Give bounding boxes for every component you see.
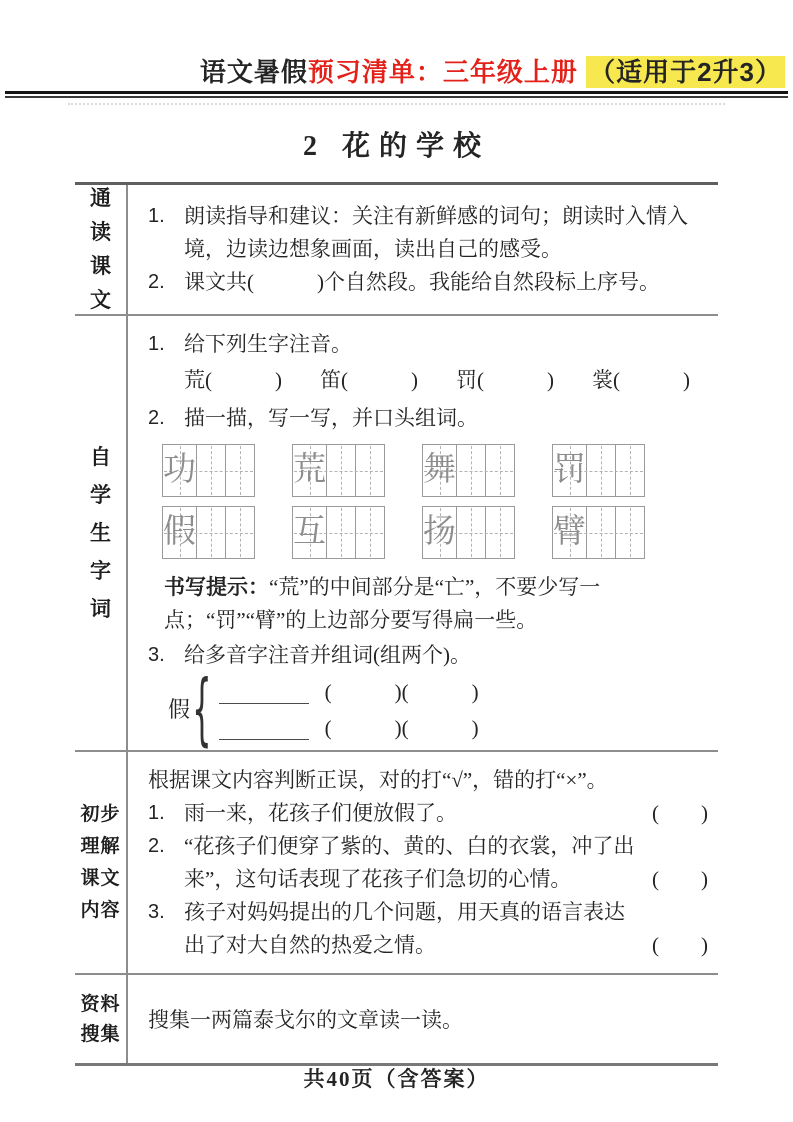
list-item bbox=[148, 266, 708, 299]
pinyin-word-blank: 罚( ) bbox=[456, 368, 554, 392]
practice-grid-box bbox=[422, 506, 515, 559]
item-text: 朗读指导和建议：关注有新鲜感的词句；朗读时入情入境，边读边想象画面，读出自己的感受。 bbox=[184, 204, 688, 261]
judgement-blank: ( ) bbox=[652, 801, 708, 825]
grid-cell bbox=[226, 507, 254, 558]
grid-cell bbox=[163, 445, 197, 496]
answer-blank-line bbox=[219, 682, 309, 704]
pinyin-word-blank: 荒( ) bbox=[184, 368, 282, 392]
trace-character: 扬 bbox=[423, 514, 456, 550]
grid-cell bbox=[486, 507, 514, 558]
material-task-text: 搜集一两篇泰戈尔的文章读一读。 bbox=[148, 1007, 463, 1032]
grid-row bbox=[162, 444, 708, 497]
table-row-comprehension bbox=[75, 752, 718, 975]
row-header-line: 字 bbox=[90, 559, 111, 583]
answer-blank-line bbox=[219, 718, 309, 740]
true-false-question bbox=[148, 896, 708, 962]
trace-character: 臂 bbox=[553, 514, 586, 550]
trace-character: 互 bbox=[293, 514, 326, 550]
grid-cell bbox=[293, 445, 327, 496]
grid-cell bbox=[457, 445, 486, 496]
comprehension-intro bbox=[148, 764, 708, 797]
grid-cell bbox=[553, 445, 587, 496]
trace-character: 荒 bbox=[293, 452, 326, 488]
writing-tip bbox=[164, 571, 708, 637]
row-content-comprehension bbox=[128, 752, 718, 973]
judgement-blank: ( ) bbox=[652, 867, 708, 891]
practice-grid-box bbox=[162, 506, 255, 559]
row-header-line: 理解 bbox=[80, 836, 121, 857]
masthead-red: 预习清单：三年级上册 bbox=[307, 57, 578, 87]
row-content-read-through bbox=[128, 185, 718, 314]
grid-cell bbox=[616, 507, 644, 558]
item-number: 1. bbox=[148, 205, 165, 227]
grid-cell bbox=[226, 445, 254, 496]
row-header-line: 课 bbox=[90, 255, 111, 278]
writing-tip-text: “荒”的中间部分是“亡”，不要少写一点；“罚”“臂”的上边部分要写得扁一些。 bbox=[164, 575, 601, 632]
row-header-material-collection bbox=[75, 975, 128, 1063]
true-false-questions bbox=[148, 797, 708, 962]
question-text: 孩子对妈妈提出的几个问题，用天真的语言表达出了对大自然的热爱之情。 bbox=[184, 900, 625, 957]
item-text: 课文共( )个自然段。我能给自然段标上序号。 bbox=[184, 270, 660, 294]
row-content-self-study-words bbox=[128, 316, 718, 756]
judgement-blank: ( ) bbox=[652, 933, 708, 957]
row-header-line: 通 bbox=[90, 187, 111, 210]
lesson-title: 2 花的学校 bbox=[302, 131, 490, 162]
grid-cell bbox=[457, 507, 486, 558]
row-header-line: 学 bbox=[90, 483, 111, 507]
practice-grid-box bbox=[422, 444, 515, 497]
polyphone-character: 假 bbox=[168, 697, 191, 722]
grid-cell bbox=[197, 507, 226, 558]
row-header-line: 资料 bbox=[80, 993, 121, 1015]
row-header-line: 词 bbox=[90, 597, 111, 621]
row-content-material-collection bbox=[128, 975, 718, 1063]
true-false-question bbox=[148, 797, 708, 830]
row-header-line: 内容 bbox=[80, 900, 121, 921]
pinyin-word-blank: 笛( ) bbox=[320, 368, 418, 392]
pinyin-exercise-line bbox=[184, 364, 690, 397]
grid-cell bbox=[587, 507, 616, 558]
item-number: 2. bbox=[148, 271, 165, 293]
practice-grid-box bbox=[552, 506, 645, 559]
word-parentheses: ( )( ) bbox=[324, 716, 479, 740]
grid-row bbox=[162, 506, 708, 559]
grid-cell bbox=[553, 507, 587, 558]
grid-cell bbox=[163, 507, 197, 558]
grid-cell bbox=[486, 445, 514, 496]
list-item bbox=[148, 402, 708, 435]
practice-grid-box bbox=[292, 506, 385, 559]
list-item bbox=[148, 200, 708, 266]
word-parentheses: ( )( ) bbox=[324, 680, 479, 704]
list-item bbox=[148, 328, 708, 361]
polyphone-line bbox=[219, 716, 479, 740]
question-text: 雨一来，花孩子们便放假了。 bbox=[184, 801, 457, 825]
grid-cell bbox=[197, 445, 226, 496]
row-header-read-through bbox=[75, 185, 128, 314]
masthead-black: 语文暑假 bbox=[199, 57, 308, 87]
table-row-material-collection bbox=[75, 975, 718, 1063]
character-practice-grids bbox=[148, 444, 708, 559]
polyphone-exercise bbox=[168, 664, 708, 756]
row-header-line: 文 bbox=[90, 289, 111, 312]
polyphone-lines bbox=[219, 680, 479, 740]
row-header-line: 读 bbox=[90, 221, 111, 244]
item-number: 3. bbox=[148, 644, 165, 666]
brace-glyph: { bbox=[192, 664, 212, 756]
grid-cell bbox=[327, 507, 356, 558]
intro-text: 根据课文内容判断正误，对的打“√”，错的打“×”。 bbox=[148, 768, 608, 792]
grid-cell bbox=[327, 445, 356, 496]
pinyin-word-blank: 裳( ) bbox=[592, 368, 690, 392]
row-header-line: 课文 bbox=[80, 868, 121, 889]
polyphone-line bbox=[219, 680, 479, 704]
trace-character: 假 bbox=[163, 514, 196, 550]
item-text: 给下列生字注音。 bbox=[184, 332, 352, 356]
row-header-line: 搜集 bbox=[80, 1023, 121, 1045]
question-text: “花孩子们便穿了紫的、黄的、白的衣裳，冲了出来”，这句话表现了花孩子们急切的心情。 bbox=[184, 834, 635, 891]
writing-tip-label: 书写提示： bbox=[164, 576, 269, 599]
trace-character: 罚 bbox=[553, 452, 586, 488]
grid-cell bbox=[423, 507, 457, 558]
item-number: 2. bbox=[148, 407, 165, 429]
row-header-line: 初步 bbox=[80, 804, 121, 825]
question-number: 2. bbox=[148, 835, 165, 857]
masthead-highlight: （适用于2升3） bbox=[586, 56, 785, 88]
page-footer: 共40页（含答案） bbox=[303, 1067, 490, 1091]
preview-table bbox=[75, 182, 718, 1066]
question-number: 1. bbox=[148, 802, 165, 824]
trace-character: 功 bbox=[163, 452, 196, 488]
grid-cell bbox=[293, 507, 327, 558]
list-item bbox=[148, 639, 708, 672]
question-number: 3. bbox=[148, 901, 165, 923]
practice-grid-box bbox=[552, 444, 645, 497]
masthead bbox=[200, 52, 785, 89]
grid-cell bbox=[587, 445, 616, 496]
item-text: 给多音字注音并组词(组两个)。 bbox=[184, 643, 471, 667]
practice-grid-box bbox=[292, 444, 385, 497]
grid-cell bbox=[616, 445, 644, 496]
header-double-rule bbox=[5, 91, 788, 98]
item-text: 描一描，写一写，并口头组词。 bbox=[184, 406, 478, 430]
row-header-comprehension bbox=[75, 752, 128, 973]
row-header-self-study-words bbox=[75, 316, 128, 750]
row-header-line: 生 bbox=[90, 521, 111, 545]
table-row-self-study-words bbox=[75, 316, 718, 756]
true-false-question bbox=[148, 830, 708, 896]
trace-character: 舞 bbox=[423, 452, 456, 488]
header-dotted-rule bbox=[68, 103, 725, 105]
grid-cell bbox=[356, 445, 384, 496]
row-header-line: 自 bbox=[90, 445, 111, 469]
grid-cell bbox=[423, 445, 457, 496]
grid-cell bbox=[356, 507, 384, 558]
table-row-read-through bbox=[75, 185, 718, 316]
practice-grid-box bbox=[162, 444, 255, 497]
item-number: 1. bbox=[148, 333, 165, 355]
